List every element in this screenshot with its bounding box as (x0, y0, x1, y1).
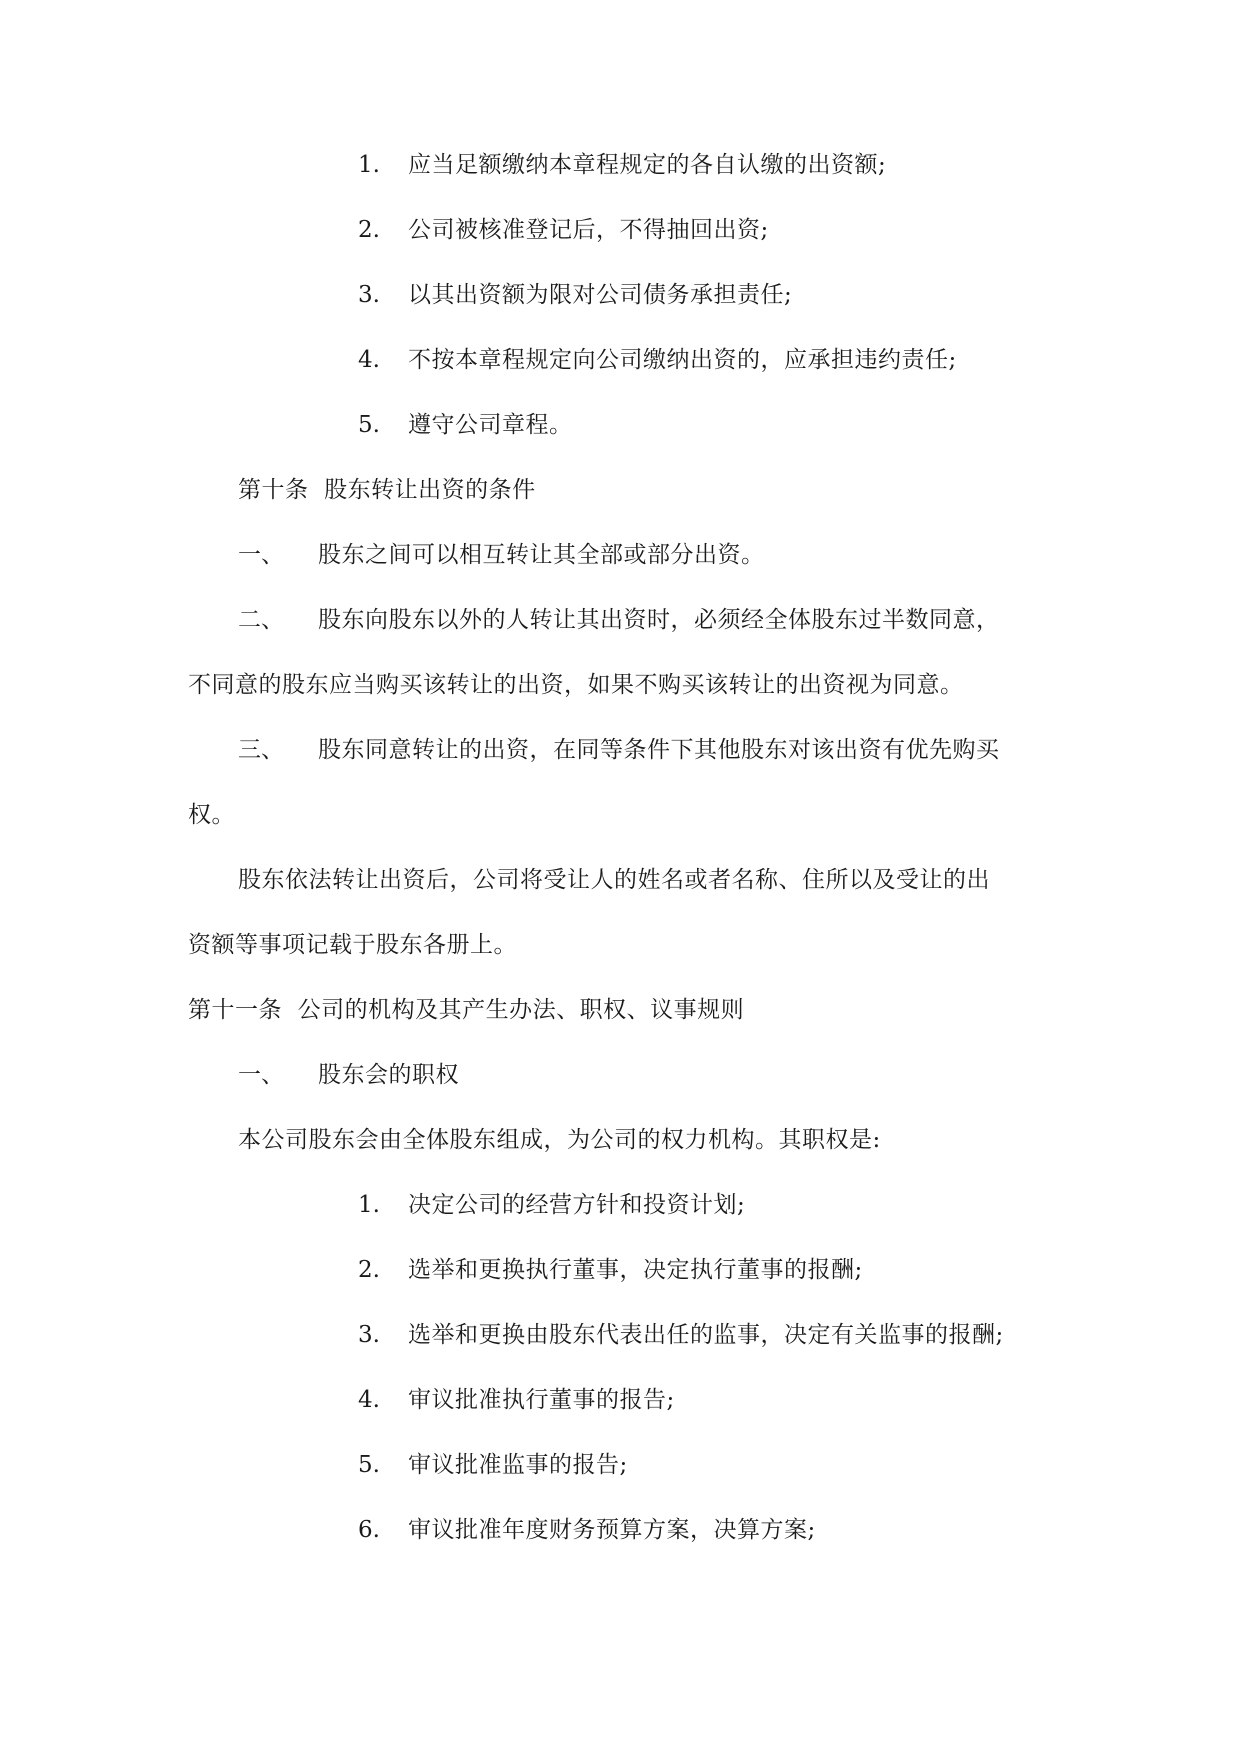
list-item-text: 审议批准执行董事的报告; (408, 1387, 675, 1413)
article-10-paragraph: 股东依法转让出资后，公司将受让人的姓名或者名称、住所以及受让的出 (238, 867, 990, 893)
list-item-number: 3. (358, 282, 380, 308)
article-10-item-number: 二、 (238, 607, 284, 633)
article-10-item-text: 股东之间可以相互转让其全部或部分出资。 (318, 542, 765, 568)
article-10-item-number: 三、 (238, 737, 284, 763)
article-11-sub-number: 一、 (238, 1062, 284, 1088)
article-11-intro: 本公司股东会由全体股东组成，为公司的权力机构。其职权是: (238, 1127, 881, 1153)
list-item-number: 1. (358, 1192, 380, 1218)
list-item-text: 决定公司的经营方针和投资计划; (408, 1192, 746, 1218)
list-item-text: 审议批准监事的报告; (408, 1452, 628, 1478)
list-item-number: 2. (358, 217, 380, 243)
list-item-number: 6. (358, 1517, 380, 1543)
list-item-number: 4. (358, 1387, 380, 1413)
list-item-text: 选举和更换由股东代表出任的监事，决定有关监事的报酬; (408, 1322, 1004, 1348)
article-10-item-text: 股东向股东以外的人转让其出资时，必须经全体股东过半数同意， (318, 607, 1000, 633)
list-item-text: 应当足额缴纳本章程规定的各自认缴的出资额; (408, 152, 887, 178)
list-item-number: 5. (358, 412, 380, 438)
list-item-text: 选举和更换执行董事，决定执行董事的报酬; (408, 1257, 863, 1283)
list-item-text: 公司被核准登记后，不得抽回出资; (408, 217, 769, 243)
list-item-number: 2. (358, 1257, 380, 1283)
article-10-item-text: 股东同意转让的出资，在同等条件下其他股东对该出资有优先购买 (318, 737, 1000, 763)
list-item-text: 审议批准年度财务预算方案，决算方案; (408, 1517, 816, 1543)
list-item-text: 不按本章程规定向公司缴纳出资的，应承担违约责任; (408, 347, 957, 373)
article-10-item-continuation: 权。 (188, 802, 235, 828)
article-11-sub-heading: 股东会的职权 (318, 1062, 459, 1088)
list-item-number: 5. (358, 1452, 380, 1478)
article-10-heading: 第十条 股东转让出资的条件 (238, 477, 536, 503)
list-item-number: 4. (358, 347, 380, 373)
article-11-heading: 第十一条 公司的机构及其产生办法、职权、议事规则 (188, 997, 745, 1023)
list-item-text: 以其出资额为限对公司债务承担责任; (408, 282, 793, 308)
article-10-item-continuation: 不同意的股东应当购买该转让的出资，如果不购买该转让的出资视为同意。 (188, 672, 964, 698)
list-item-text: 遵守公司章程。 (408, 412, 573, 438)
list-item-number: 1. (358, 152, 380, 178)
article-10-paragraph-continuation: 资额等事项记载于股东各册上。 (188, 932, 517, 958)
article-10-item-number: 一、 (238, 542, 284, 568)
list-item-number: 3. (358, 1322, 380, 1348)
